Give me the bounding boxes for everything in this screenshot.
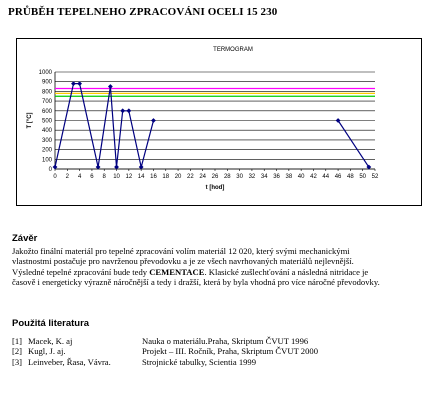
x-tick-label: 48 <box>347 174 354 180</box>
conclusion-line-3-rest: Klasické zušlechťování a následná nitridace je <box>208 266 369 277</box>
y-tick-label: 700 <box>41 99 52 106</box>
termogram-chart <box>16 38 422 206</box>
conclusion-heading: Závěr <box>12 233 38 244</box>
x-tick-label: 46 <box>334 174 342 180</box>
conclusion-result-dot: . <box>204 266 207 277</box>
literature-list <box>12 336 432 367</box>
conclusion-paragraph <box>12 246 430 288</box>
series-line <box>338 121 369 168</box>
x-tick-label: 22 <box>187 174 194 180</box>
x-tick-label: 14 <box>137 174 145 180</box>
document-title: PRŮBĚH TEPELNEHO ZPRACOVÁNI OCELI 15 230 <box>8 6 278 18</box>
y-tick-label: 100 <box>41 157 52 164</box>
x-tick-label: 26 <box>211 174 219 180</box>
conclusion-line-4: časově i energeticky výrazně náročnější a tedy i dražší, která by byla vhodná pro více náročné převodovky. <box>12 277 380 288</box>
ref-number: [1] <box>12 336 23 346</box>
y-tick-label: 500 <box>41 118 52 125</box>
literature-item <box>12 336 432 346</box>
literature-item <box>12 346 432 356</box>
x-tick-label: 38 <box>285 174 293 180</box>
ref-number: [3] <box>12 356 23 367</box>
conclusion-line-3 <box>12 267 430 277</box>
y-axis-label: T [°C] <box>27 112 33 129</box>
x-tick-label: 6 <box>90 174 94 180</box>
x-tick-label: 50 <box>359 174 367 180</box>
x-tick-label: 32 <box>248 174 256 180</box>
x-tick-label: 16 <box>150 174 157 180</box>
conclusion-line-2: vlastnostmi postačuje pro navrženou převodovku a je ze všech navrhovaných materiálů nejlevnější. <box>12 256 354 267</box>
x-tick-label: 52 <box>371 174 379 180</box>
chart-title: TERMOGRAM <box>213 47 253 53</box>
x-tick-label: 18 <box>162 174 170 180</box>
x-tick-label: 0 <box>53 174 57 180</box>
x-tick-label: 4 <box>77 174 82 180</box>
ref-author: Kugl, J. aj. <box>28 346 66 357</box>
x-tick-label: 10 <box>113 174 120 180</box>
y-tick-label: 200 <box>41 147 52 154</box>
literature-heading: Použitá literatura <box>12 318 90 329</box>
termogram-svg <box>17 39 423 207</box>
y-tick-label: 0 <box>48 167 52 173</box>
data-point <box>126 108 131 113</box>
x-tick-label: 28 <box>223 174 231 180</box>
x-tick-label: 8 <box>102 174 106 180</box>
conclusion-result-method: CEMENTACE <box>149 266 205 277</box>
y-tick-label: 300 <box>41 137 52 144</box>
ref-title: Strojnické tabulky, Scientia 1999 <box>142 356 257 367</box>
y-tick-label: 400 <box>41 128 52 135</box>
x-tick-label: 30 <box>236 174 243 180</box>
literature-item <box>12 357 432 367</box>
ref-title: Projekt – III. Ročník, Praha, Skriptum ČVUT 2000 <box>142 346 318 357</box>
data-point <box>120 108 125 113</box>
ref-title: Nauka o materiálu.Praha, Skriptum ČVUT 1996 <box>142 336 309 346</box>
x-tick-label: 36 <box>273 174 280 180</box>
x-tick-label: 12 <box>125 174 133 180</box>
y-tick-label: 900 <box>41 79 52 86</box>
conclusion-result-prefix: Výsledné tepelné zpracování bude tedy <box>12 266 148 277</box>
x-tick-label: 24 <box>199 174 207 180</box>
data-point <box>151 118 156 123</box>
x-tick-label: 42 <box>310 174 317 180</box>
x-tick-label: 20 <box>174 174 182 180</box>
x-tick-label: 44 <box>322 174 330 180</box>
y-tick-label: 800 <box>41 89 52 96</box>
conclusion-line-1: Jakožto finální materiál pro tepelné zpracování volím materiál 12 020, který svými mechanickými <box>12 246 350 256</box>
x-tick-label: 40 <box>297 174 305 180</box>
x-axis-label: t [hod] <box>205 185 225 191</box>
x-tick-label: 2 <box>65 174 69 180</box>
ref-number: [2] <box>12 346 23 357</box>
y-tick-label: 600 <box>41 108 52 115</box>
ref-author: Macek, K. aj <box>28 336 73 346</box>
y-tick-label: 1000 <box>38 70 52 76</box>
ref-author: Leinveber, Řasa, Vávra. <box>28 356 111 367</box>
x-tick-label: 34 <box>260 174 268 180</box>
